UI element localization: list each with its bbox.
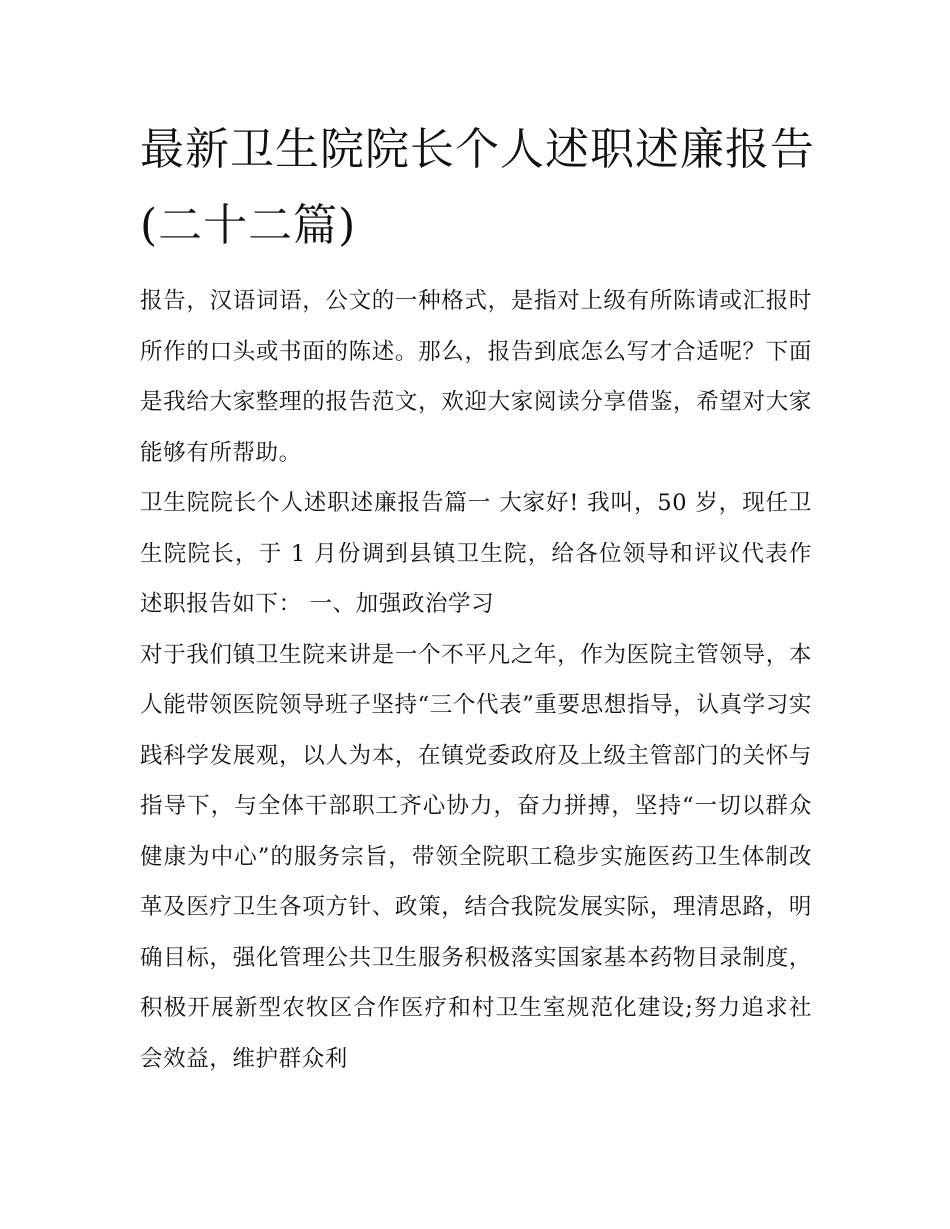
paragraph-intro: 报告，汉语词语，公文的一种格式，是指对上级有所陈请或汇报时所作的口头或书面的陈述。那么，报告到底怎么写才合适呢？下面是我给大家整理的报告范文，欢迎大家阅读分享借鉴，希望对大家能够有所帮助。 <box>140 288 812 466</box>
document-title: 最新卫生院院长个人述职述廉报告(二十二篇) <box>140 124 815 251</box>
paragraph-section-one: 卫生院院长个人述职述廉报告篇一 大家好! 我叫，50 岁，现任卫生院院长，于 1 月份调到县镇卫生院，给各位领导和评议代表作述职报告如下： 一、加强政治学习 <box>140 490 812 617</box>
paragraph-political-study: 对于我们镇卫生院来讲是一个不平凡之年，作为医院主管领导，本人能带领医院领导班子坚持“三个代表”重要思想指导，认真学习实践科学发展观，以人为本，在镇党委政府及上级主管部门的关怀与指导下，与全体干部职工齐心协力，奋力拼搏，坚持“一切以群众健康为中心”的服务宗旨，带领全院职工稳步实施医药卫生体制改革及医疗卫生各项方针、政策，结合我院发展实际，理清思路，明确目标，强化管理公共卫生服务积极落实国家基本药物目录制度，积极开展新型农牧区合作医疗和村卫生室规范化建设;努力追求社会效益，维护群众利 <box>140 641 812 1072</box>
document-body <box>140 276 812 1084</box>
